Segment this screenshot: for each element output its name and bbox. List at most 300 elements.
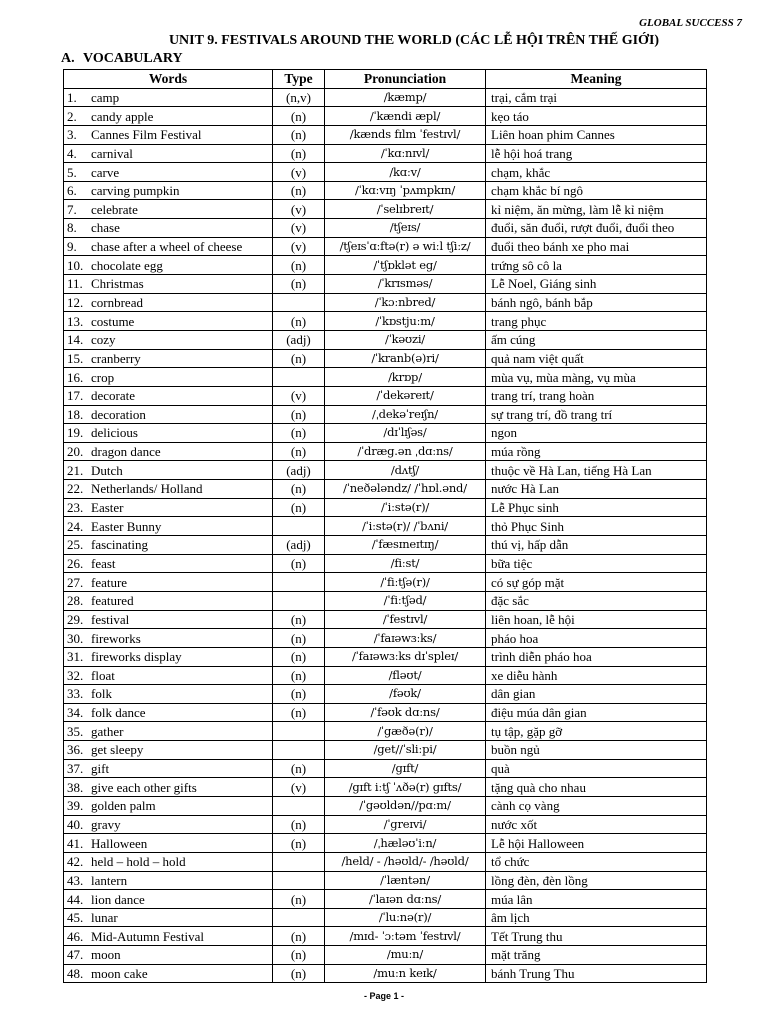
row-number: 32. [67,667,84,683]
row-number: 30. [67,630,84,646]
type-cell: (n) [273,312,325,331]
meaning-cell: kẹo táo [486,107,707,126]
row-number: 18. [67,406,84,422]
pronunciation-cell: /ˈdekəreɪt/ [325,386,486,405]
pronunciation-cell: /ˈfæsɪneɪtɪŋ/ [325,536,486,555]
row-number: 34. [67,705,84,721]
pronunciation-cell: /ˈfəʊk dɑːns/ [325,703,486,722]
header-meaning: Meaning [486,70,707,89]
pronunciation-cell: /ˈkrɪsməs/ [325,275,486,294]
table-row [64,759,707,778]
word-text: moon [91,947,121,963]
word-text: lunar [91,910,118,926]
table-row [64,480,707,499]
word-text: folk dance [91,705,146,721]
pronunciation-cell: /ˈfiːtʃəd/ [325,591,486,610]
pronunciation-cell: /muːn keɪk/ [325,964,486,983]
pronunciation-cell: /krɒp/ [325,368,486,387]
word-cell [64,722,273,741]
table-row [64,442,707,461]
word-cell [64,461,273,480]
row-number: 11. [67,276,83,292]
type-cell: (n) [273,610,325,629]
word-cell [64,386,273,405]
word-cell [64,536,273,555]
type-cell: (n) [273,703,325,722]
table-row [64,125,707,144]
meaning-cell: chạm khắc bí ngô [486,181,707,200]
page-title: UNIT 9. FESTIVALS AROUND THE WORLD (CÁC LỄ HỘI TRÊN THẾ GIỚI) [168,33,660,48]
pronunciation-cell: /muːn/ [325,946,486,965]
row-number: 6. [67,183,77,199]
meaning-cell: Lễ Noel, Giáng sinh [486,275,707,294]
row-number: 43. [67,872,84,888]
pronunciation-cell: /ˈfaɪəwɜːks dɪˈspleɪ/ [325,647,486,666]
pronunciation-cell: /ˈkændi æpl/ [325,107,486,126]
meaning-cell: mặt trăng [486,946,707,965]
word-text: lantern [91,872,128,888]
pronunciation-cell: /ˌhæləʊˈiːn/ [325,834,486,853]
word-text: chocolate egg [91,257,163,273]
type-cell [273,741,325,760]
pronunciation-cell: /ˈkɑːvɪŋ ˈpʌmpkɪn/ [325,181,486,200]
word-text: carve [91,164,120,180]
word-text: gravy [91,816,121,832]
table-row [64,722,707,741]
row-number: 10. [67,257,84,273]
type-cell: (n) [273,666,325,685]
type-cell: (n) [273,890,325,909]
type-cell: (n) [273,834,325,853]
meaning-cell: trang phục [486,312,707,331]
word-cell [64,219,273,238]
row-number: 22. [67,481,84,497]
meaning-cell: đặc sắc [486,591,707,610]
word-text: feast [91,555,116,571]
type-cell [273,293,325,312]
table-row [64,927,707,946]
row-number: 42. [67,854,84,870]
table-row [64,293,707,312]
word-text: fireworks display [91,649,182,665]
row-number: 16. [67,369,84,385]
word-cell [64,647,273,666]
meaning-cell: múa rồng [486,442,707,461]
page-footer: - Page 1 - [363,991,404,1001]
word-cell [64,368,273,387]
pronunciation-cell: /dʌtʃ/ [325,461,486,480]
pronunciation-cell: /tʃeɪsˈɑːftə(r) ə wiːl tʃiːz/ [325,237,486,256]
word-cell [64,405,273,424]
word-text: decoration [91,406,146,422]
row-number: 2. [67,108,77,124]
type-cell: (adj) [273,461,325,480]
pronunciation-cell: /ˈkranb(ə)ri/ [325,349,486,368]
word-cell [64,666,273,685]
word-text: dragon dance [91,444,161,460]
meaning-cell: kỉ niệm, ăn mừng, làm lễ kỉ niệm [486,200,707,219]
word-text: festival [91,611,130,627]
pronunciation-cell: /mɪd- ˈɔːtəm ˈfestɪvl/ [325,927,486,946]
header-pronunciation: Pronunciation [325,70,486,89]
table-row [64,405,707,424]
table-row [64,647,707,666]
word-cell [64,964,273,983]
word-text: Easter Bunny [91,518,162,534]
row-number: 13. [67,313,84,329]
word-cell [64,144,273,163]
table-row [64,368,707,387]
type-cell: (n,v) [273,88,325,107]
word-text: carnival [91,145,133,161]
row-number: 37. [67,761,84,777]
meaning-cell: tổ chức [486,852,707,871]
row-number: 12. [67,295,84,310]
meaning-cell: Liên hoan phim Cannes [486,125,707,144]
row-number: 46. [67,928,84,944]
table-row [64,890,707,909]
meaning-cell: tặng quà cho nhau [486,778,707,797]
row-number: 44. [67,891,84,907]
pronunciation-cell: /kænds fɪlm ˈfestɪvl/ [325,125,486,144]
row-number: 14. [67,332,84,348]
word-text: Halloween [91,835,148,851]
pronunciation-cell: /ˈtʃɒklət eg/ [325,256,486,275]
pronunciation-cell: /fəʊk/ [325,685,486,704]
table-row [64,610,707,629]
type-cell: (n) [273,759,325,778]
type-cell: (v) [273,778,325,797]
table-row [64,275,707,294]
table-row [64,517,707,536]
type-cell: (n) [273,405,325,424]
table-row [64,871,707,890]
pronunciation-cell: /gɪft iːtʃ ˈʌðə(r) gɪfts/ [325,778,486,797]
pronunciation-cell: /held/ - /həʊld/- /həʊld/ [325,852,486,871]
word-text: Netherlands/ Holland [91,481,203,497]
meaning-cell: pháo hoa [486,629,707,648]
type-cell: (n) [273,815,325,834]
pronunciation-cell: /ˈgæðə(r)/ [325,722,486,741]
table-row [64,741,707,760]
pronunciation-cell: /ˈselɪbreɪt/ [325,200,486,219]
word-cell [64,200,273,219]
meaning-cell: ngon [486,424,707,443]
word-cell [64,815,273,834]
row-number: 8. [67,220,77,236]
word-text: Mid-Autumn Festival [91,928,205,944]
table-row [64,908,707,927]
word-cell [64,498,273,517]
type-cell: (n) [273,554,325,573]
row-number: 48. [67,966,84,982]
word-text: cranberry [91,350,141,366]
type-cell [273,591,325,610]
type-cell: (n) [273,442,325,461]
word-text: gift [91,761,110,777]
word-text: fascinating [91,537,149,553]
table-row [64,666,707,685]
table-row [64,591,707,610]
meaning-cell: điệu múa dân gian [486,703,707,722]
row-number: 17. [67,388,84,404]
meaning-cell: mùa vụ, mùa màng, vụ mùa [486,368,707,387]
table-row [64,163,707,182]
header-words: Words [64,70,273,89]
meaning-cell: bữa tiệc [486,554,707,573]
word-text: fireworks [91,630,141,646]
table-row [64,536,707,555]
row-number: 3. [67,127,77,143]
row-number: 1. [67,89,77,105]
pronunciation-cell: /gɪft/ [325,759,486,778]
type-cell: (n) [273,647,325,666]
row-number: 4. [67,145,77,161]
type-cell: (n) [273,181,325,200]
meaning-cell: buồn ngủ [486,741,707,760]
table-row [64,386,707,405]
word-cell [64,349,273,368]
type-cell: (v) [273,219,325,238]
word-cell [64,480,273,499]
word-cell [64,591,273,610]
word-text: Cannes Film Festival [91,127,202,143]
word-text: featured [91,593,134,609]
meaning-cell: quả nam việt quất [486,349,707,368]
word-cell [64,796,273,815]
table-row [64,554,707,573]
header-tag: GLOBAL SUCCESS 7 [639,17,742,29]
row-number: 7. [67,201,77,217]
word-cell [64,424,273,443]
type-cell: (v) [273,200,325,219]
table-row [64,461,707,480]
pronunciation-cell: /ˈluːnə(r)/ [325,908,486,927]
type-cell: (n) [273,498,325,517]
pronunciation-cell: /tʃeɪs/ [325,219,486,238]
word-cell [64,554,273,573]
meaning-cell: trứng sô cô la [486,256,707,275]
meaning-cell: liên hoan, lễ hội [486,610,707,629]
type-cell: (n) [273,256,325,275]
row-number: 29. [67,611,84,627]
word-text: folk [91,686,112,702]
section-letter: A. [61,51,75,66]
word-text: held – hold – hold [91,854,186,870]
word-cell [64,629,273,648]
type-cell [273,573,325,592]
table-row [64,834,707,853]
pronunciation-cell: /ˈkɑːnɪvl/ [325,144,486,163]
word-text: crop [91,369,115,385]
meaning-cell: đuổi theo bánh xe pho mai [486,237,707,256]
table-row [64,852,707,871]
word-cell [64,685,273,704]
table-body [64,88,707,983]
word-text: give each other gifts [91,779,197,795]
type-cell [273,908,325,927]
type-cell: (v) [273,386,325,405]
type-cell: (v) [273,237,325,256]
word-cell [64,573,273,592]
row-number: 20. [67,444,84,460]
word-cell [64,256,273,275]
word-cell [64,312,273,331]
word-cell [64,330,273,349]
meaning-cell: âm lịch [486,908,707,927]
type-cell: (n) [273,144,325,163]
row-number: 39. [67,798,84,814]
table-row [64,946,707,965]
pronunciation-cell: /ˈfiːtʃə(r)/ [325,573,486,592]
table-row [64,796,707,815]
type-cell: (n) [273,946,325,965]
table-row [64,703,707,722]
table-row [64,256,707,275]
word-cell [64,293,273,312]
type-cell: (n) [273,349,325,368]
meaning-cell: lồng đèn, đèn lồng [486,871,707,890]
word-cell [64,927,273,946]
word-text: Dutch [91,462,123,478]
word-cell [64,163,273,182]
pronunciation-cell: /ˈkɔːnbred/ [325,293,486,312]
row-number: 31. [67,649,84,665]
row-number: 27. [67,574,84,590]
meaning-cell: trình diễn pháo hoa [486,647,707,666]
word-cell [64,610,273,629]
meaning-cell: dân gian [486,685,707,704]
type-cell: (n) [273,424,325,443]
word-cell [64,237,273,256]
meaning-cell: bánh ngô, bánh bắp [486,293,707,312]
pronunciation-cell: /ˈneðələndz/ /ˈhɒl.ənd/ [325,480,486,499]
type-cell: (adj) [273,330,325,349]
meaning-cell: thuộc về Hà Lan, tiếng Hà Lan [486,461,707,480]
meaning-cell: thú vị, hấp dẫn [486,536,707,555]
pronunciation-cell: /ˈiːstə(r)/ /ˈbʌni/ [325,517,486,536]
meaning-cell: xe diễu hành [486,666,707,685]
vocabulary-table [63,69,707,983]
row-number: 38. [67,779,84,795]
word-cell [64,442,273,461]
section-heading [61,51,183,67]
word-cell [64,703,273,722]
word-cell [64,871,273,890]
type-cell [273,517,325,536]
pronunciation-cell: /ˈiːstə(r)/ [325,498,486,517]
table-row [64,88,707,107]
table-row [64,573,707,592]
pronunciation-cell: /dɪˈlɪʃəs/ [325,424,486,443]
table-row [64,107,707,126]
word-text: Christmas [91,276,144,292]
pronunciation-cell: /ˌdekəˈreɪʃn/ [325,405,486,424]
word-cell [64,946,273,965]
table-row [64,200,707,219]
word-text: gather [91,723,124,739]
word-text: lion dance [91,891,145,907]
meaning-cell: trại, cắm trại [486,88,707,107]
meaning-cell: có sự góp mặt [486,573,707,592]
pronunciation-cell: /ˈfaɪəwɜːks/ [325,629,486,648]
pronunciation-cell: /ˈlaɪən dɑːns/ [325,890,486,909]
pronunciation-cell: /ˈdræg.ən ˌdɑːns/ [325,442,486,461]
row-number: 24. [67,518,84,534]
type-cell: (n) [273,107,325,126]
row-number: 47. [67,947,84,963]
word-cell [64,88,273,107]
pronunciation-cell: /ˈkɒstjuːm/ [325,312,486,331]
word-text: delicious [91,425,138,441]
meaning-cell: tụ tập, gặp gỡ [486,722,707,741]
table-row [64,778,707,797]
table-row [64,424,707,443]
word-cell [64,778,273,797]
row-number: 23. [67,500,84,516]
row-number: 5. [67,164,77,180]
row-number: 9. [67,239,77,255]
table-row [64,219,707,238]
word-text: chase [91,220,120,236]
table-row [64,312,707,331]
word-cell [64,125,273,144]
meaning-cell: Lễ hội Halloween [486,834,707,853]
pronunciation-cell: /ˈlæntən/ [325,871,486,890]
pronunciation-cell: /ˈgreɪvi/ [325,815,486,834]
meaning-cell: lễ hội hoá trang [486,144,707,163]
row-number: 35. [67,723,84,739]
type-cell: (n) [273,480,325,499]
section-label: VOCABULARY [83,51,183,66]
table-row [64,629,707,648]
pronunciation-cell: /fiːst/ [325,554,486,573]
type-cell [273,368,325,387]
table-row [64,498,707,517]
meaning-cell: thỏ Phục Sinh [486,517,707,536]
type-cell: (n) [273,685,325,704]
word-cell [64,517,273,536]
meaning-cell: cành cọ vàng [486,796,707,815]
word-text: Easter [91,500,124,516]
meaning-cell: nước Hà Lan [486,480,707,499]
word-cell [64,908,273,927]
type-cell: (n) [273,629,325,648]
word-text: chase after a wheel of cheese [91,239,243,255]
table-row [64,144,707,163]
word-text: golden palm [91,798,156,814]
type-cell [273,722,325,741]
table-row [64,349,707,368]
table-row [64,181,707,200]
pronunciation-cell: /kɑːv/ [325,163,486,182]
pronunciation-cell: /get//ˈsliːpi/ [325,741,486,760]
table-row [64,964,707,983]
type-cell: (v) [273,163,325,182]
table-row [64,237,707,256]
type-cell: (n) [273,125,325,144]
pronunciation-cell: /ˈfestɪvl/ [325,610,486,629]
row-number: 41. [67,835,84,851]
word-text: moon cake [91,966,148,982]
word-text: costume [91,313,135,329]
meaning-cell: ấm cúng [486,330,707,349]
meaning-cell: bánh Trung Thu [486,964,707,983]
word-text: feature [91,574,128,590]
meaning-cell: Lễ Phục sinh [486,498,707,517]
pronunciation-cell: /fləʊt/ [325,666,486,685]
row-number: 40. [67,816,84,832]
